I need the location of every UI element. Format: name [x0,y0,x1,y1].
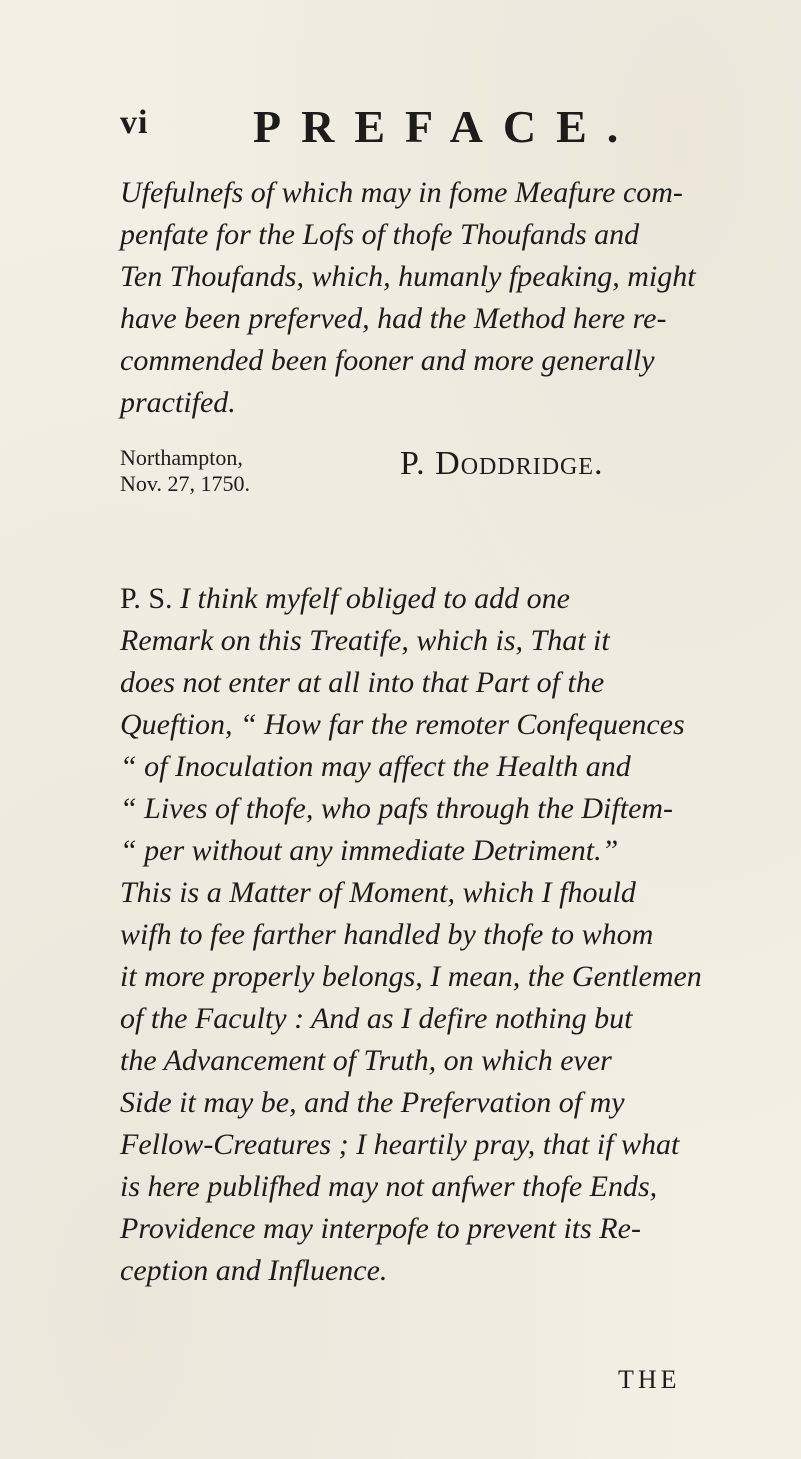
text-line: wifh to fee farther handled by thofe to whom [120,918,654,951]
text-line: it more properly belongs, I mean, the Gentlemen [120,960,702,993]
text-line: the Advancement of Truth, on which ever [120,1044,612,1077]
author-signature: P. Doddridge. [400,445,604,482]
text-line: Fellow-Creatures ; I heartily pray, that if what [120,1128,680,1161]
page-number: vi [120,104,149,141]
text-line: ception and Influence. [120,1254,388,1287]
text-line: Remark on this Treatife, which is, That it [120,624,610,657]
text-line: Ufefulnefs of which may in fome Meafure com- [120,176,683,209]
running-head [120,100,740,170]
catchword: THE [618,1365,681,1394]
text-line: This is a Matter of Moment, which I fhould [120,876,636,909]
text-line: “ per without any immediate Detriment.” [120,834,619,867]
text-line: “ of Inoculation may affect the Health and [120,750,631,783]
text-line: Side it may be, and the Prefervation of my [120,1086,625,1119]
postscript-first-line: I think myfelf obliged to add one [180,582,570,615]
postscript-paragraph [120,578,720,1292]
text-line: does not enter at all into that Part of the [120,666,605,699]
text-line: commended been fooner and more generally [120,344,655,377]
signoff-place: Northampton, [120,445,243,470]
page-title: PREFACE. [253,101,639,152]
text-line: have been preferved, had the Method here re- [120,302,667,335]
text-line: Queftion, “ How far the remoter Confequences [120,708,685,741]
text-line [120,578,720,620]
text-line: “ Lives of thofe, who pafs through the Diftem- [120,792,674,825]
signoff-date: Nov. 27, 1750. [120,471,250,496]
text-line: of the Faculty : And as I defire nothing but [120,1002,633,1035]
postscript-label: P. S. [120,582,173,615]
place-and-date [120,445,250,497]
text-line: penfate for the Lofs of thofe Thoufands and [120,218,640,251]
text-line: Providence may interpofe to prevent its Re- [120,1212,641,1245]
closing-paragraph [120,172,720,424]
text-line: Ten Thoufands, which, humanly fpeaking, might [120,260,696,293]
signoff [120,445,740,525]
text-line: is here publifhed may not anfwer thofe Ends, [120,1170,658,1203]
text-line: practifed. [120,386,236,419]
